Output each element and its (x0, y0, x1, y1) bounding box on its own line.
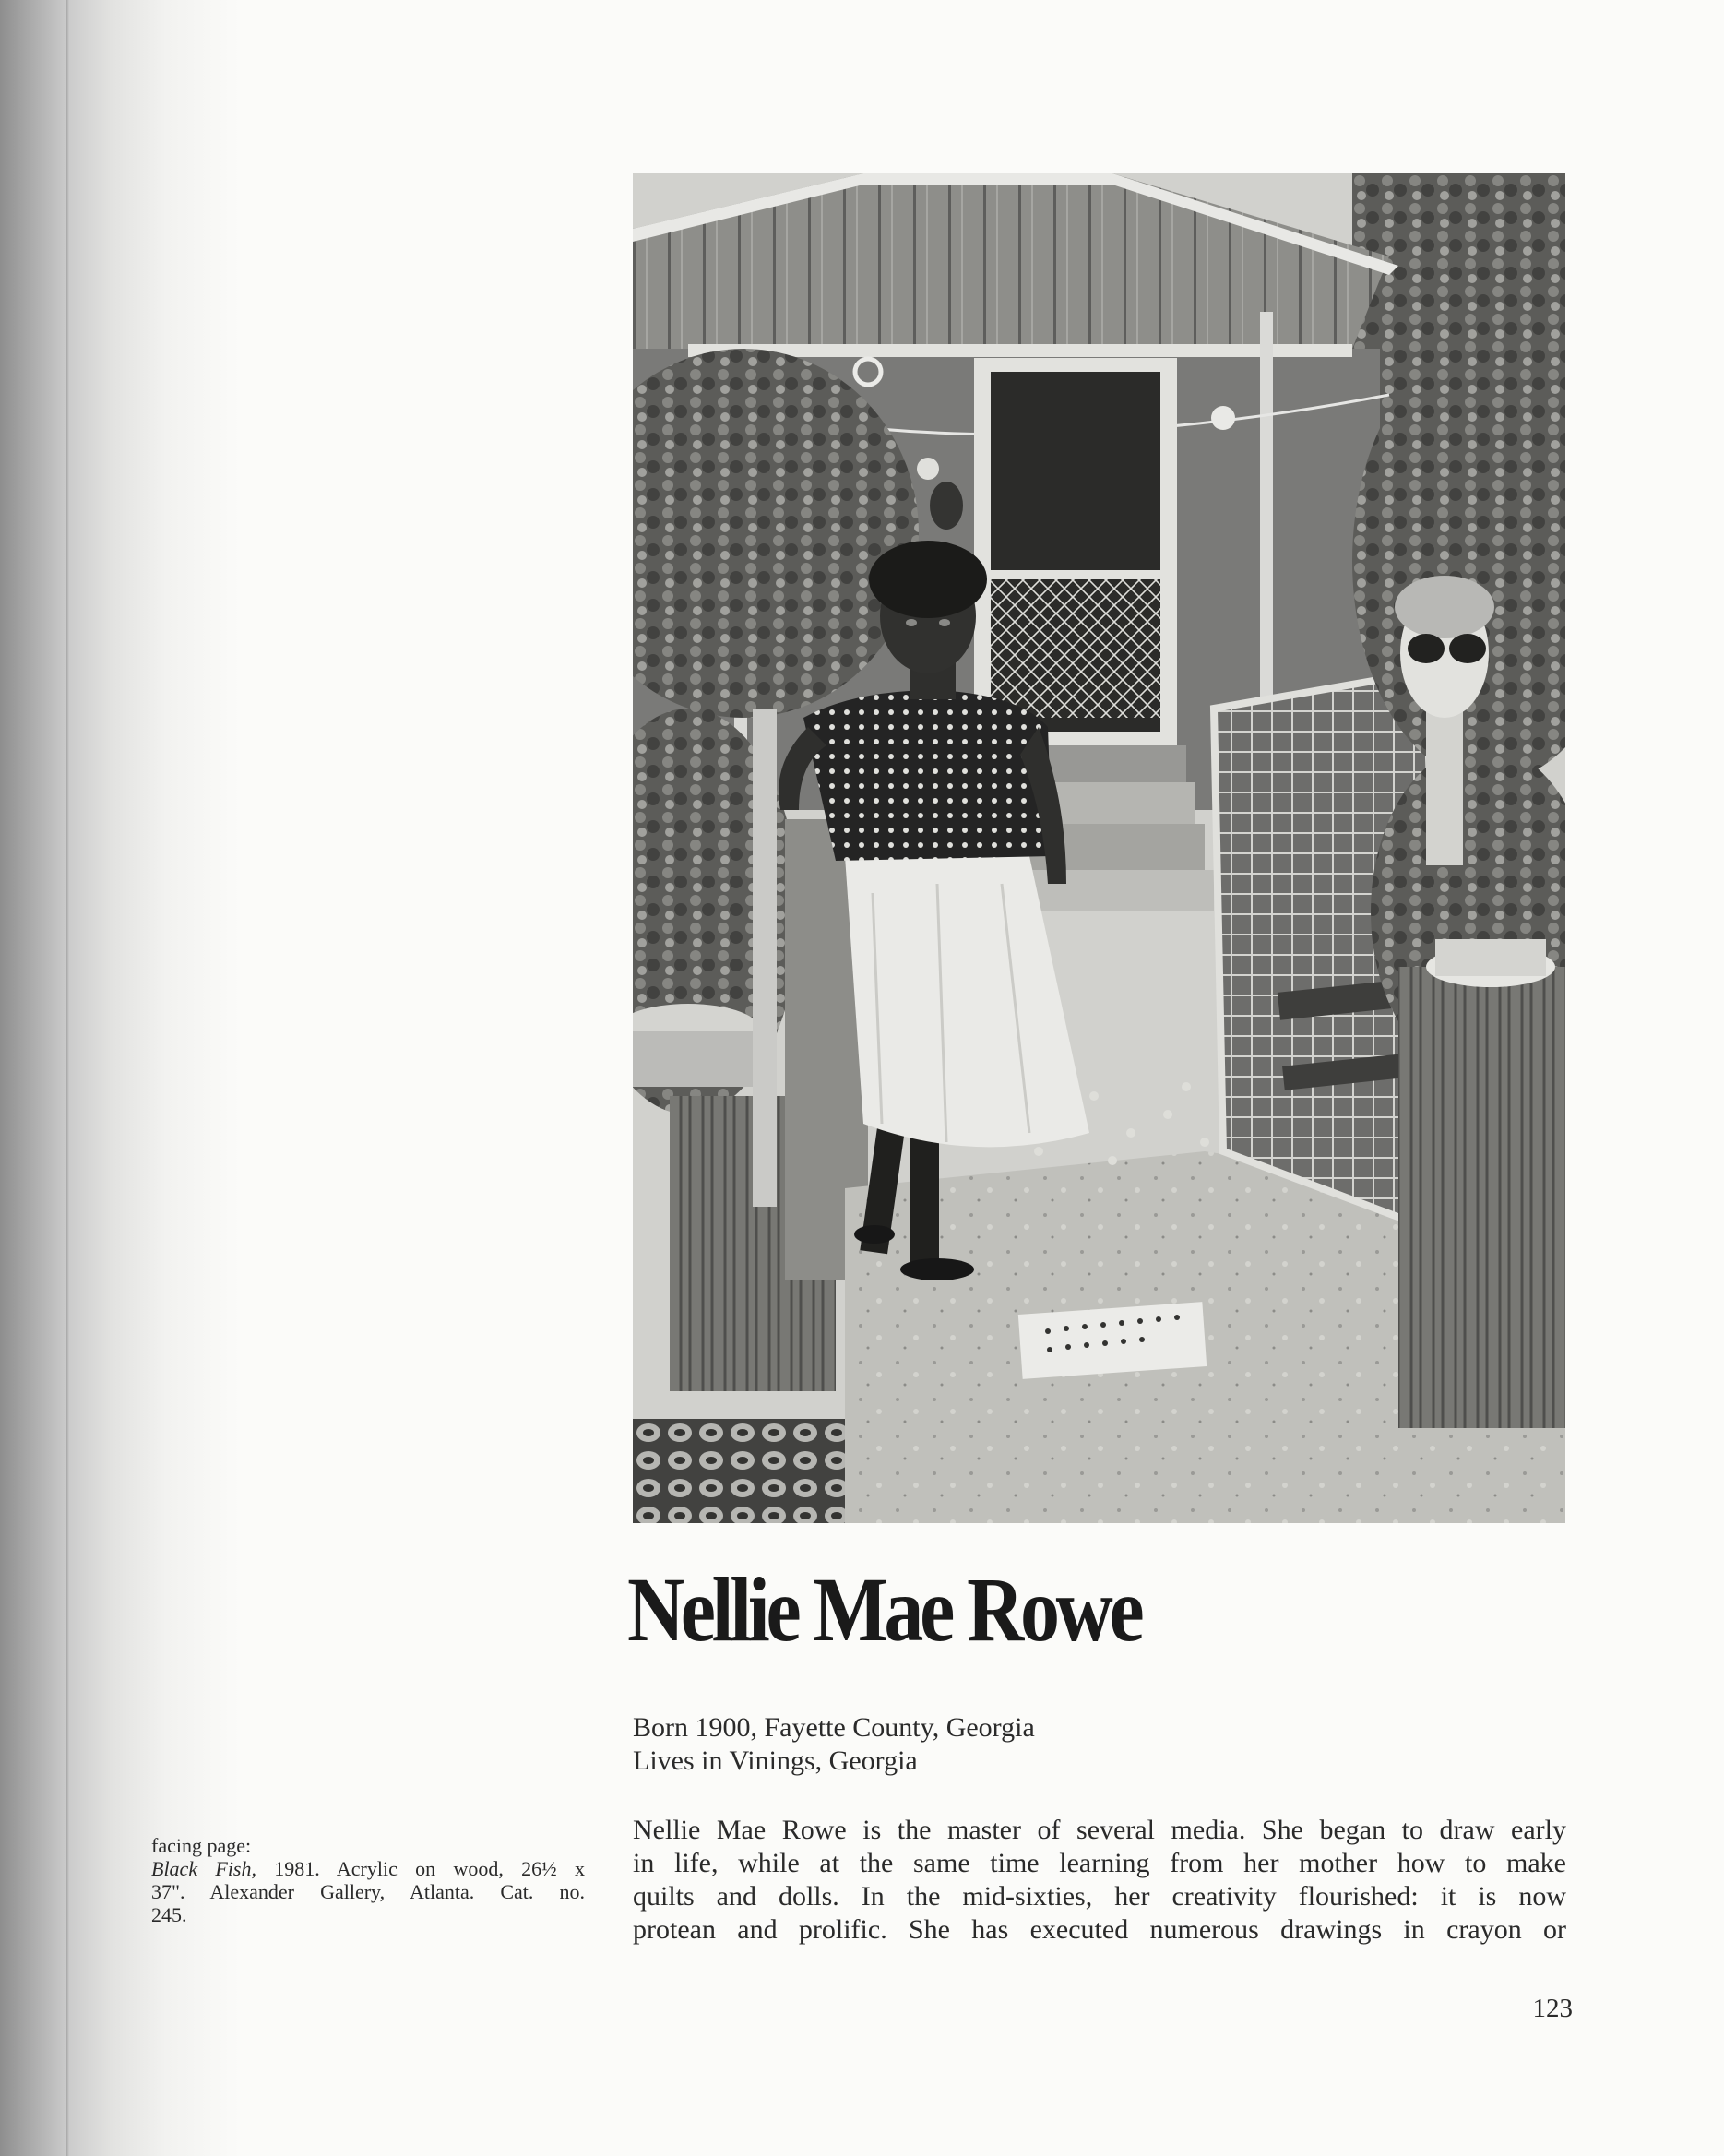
caption-line-2: 37". Alexander Gallery, Atlanta. Cat. no. (151, 1880, 585, 1903)
caption-work-details: 1981. Acrylic on wood, 26½ x (256, 1857, 585, 1880)
caption-line-1 (151, 1857, 585, 1880)
caption-line-3: 245. (151, 1903, 187, 1926)
book-gutter-shadow (0, 0, 240, 2156)
biography-paragraph (633, 1814, 1566, 1947)
artist-birth-info (633, 1711, 1555, 1778)
biography-line: Nellie Mae Rowe is the master of several media. She began to draw early (633, 1815, 1566, 1845)
page-number: 123 (1532, 1994, 1573, 2023)
birth-line: Born 1900, Fayette County, Georgia (633, 1712, 1035, 1743)
photo-illustration (633, 173, 1565, 1523)
biography-line: quilts and dolls. In the mid-sixties, her creativity flourished: it is now (633, 1881, 1566, 1912)
biography-line: in life, while at the same time learning from her mother how to make (633, 1848, 1566, 1878)
artist-name-heading: Nellie Mae Rowe (627, 1558, 1141, 1661)
caption-label: facing page: (151, 1834, 252, 1857)
gutter-crease (66, 0, 69, 2156)
biography-line: protean and prolific. She has executed numerous drawings in crayon or (633, 1914, 1566, 1945)
facing-page-caption (151, 1834, 585, 1926)
caption-work-title: Black Fish, (151, 1857, 256, 1880)
residence-line: Lives in Vinings, Georgia (633, 1745, 918, 1776)
artist-photograph (633, 173, 1565, 1523)
